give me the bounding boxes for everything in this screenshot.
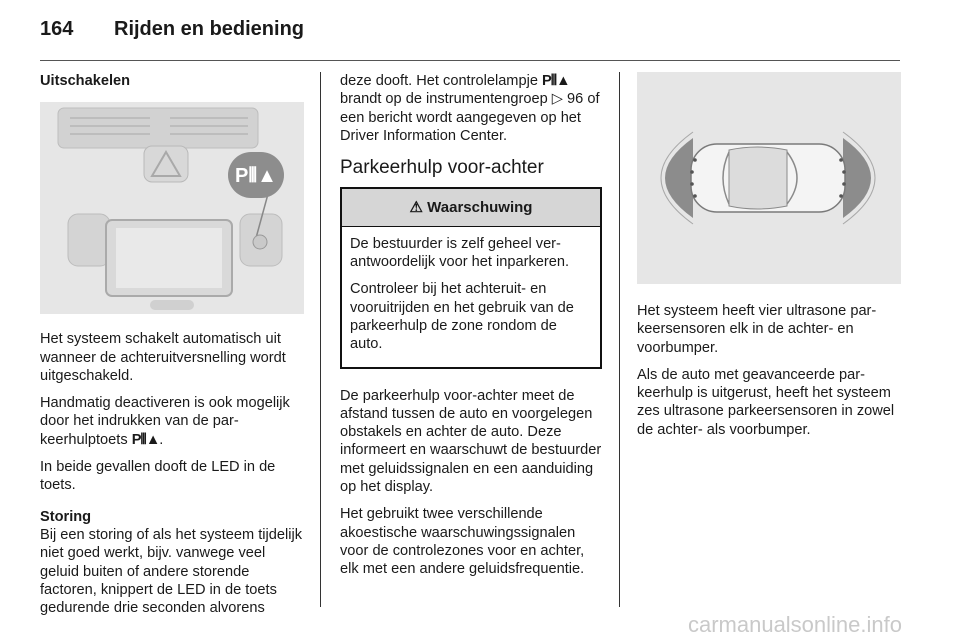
paragraph: Het systeem heeft vier ultrasone parkeersensoren elk in de achter- en voorbumper. [637,303,877,356]
column-3 [637,72,907,448]
paragraph: Het systeem schakelt automatisch uit wanneer de achteruitversnelling wordt uitgeschakeld. [40,331,286,384]
paragraph-text: deze dooft. Het controlelampje [340,73,542,89]
page-header [40,18,304,41]
parking-button-symbol: P⦀▲ [235,165,277,188]
warning-lamp-symbol: P⦀▲ [542,73,570,89]
warning-triangle-icon: ⚠ [409,199,423,217]
column-1 [40,72,308,617]
section-title: Parkeerhulp voor-achter [340,157,544,179]
parking-assist-symbol: P⦀▲ [131,431,160,448]
page-number: 164 [40,18,74,40]
paragraph [340,72,602,145]
heading-storing: Storing [40,508,92,525]
warning-paragraph: De bestuurder is zelf geheel verantwoordelijk voor het inparkeren. [350,235,570,271]
warning-title: Waarschuwing [427,199,533,217]
paragraph: Het gebruikt twee verschillende akoestische waarschuwingssignalen voor de controlezones voor en achter, elk met een andere geluidsfrequentie. [340,506,585,578]
column-divider [619,72,620,607]
reference-arrow-icon: ▷ [551,91,563,108]
warning-paragraph: Controleer bij het achteruit- en vooruitrijden en het gebruik van de parkeerhulp de zone rondom de auto. [350,281,574,353]
car-sensor-zones-illustration [637,72,901,284]
warning-header [342,189,600,226]
paragraph: In beide gevallen dooft de LED in de toets. [40,459,276,494]
page-title: Rijden en bediening [114,18,305,40]
paragraph-text: brandt op de instrumentengroep [340,91,552,108]
paragraph [40,394,308,449]
paragraph-text: 96 of een bericht wordt aangegeven op het Driver Information Center. [340,91,600,144]
watermark: carmanualsonline.info [687,612,902,637]
paragraph: De parkeerhulp voor-achter meet de afstand tussen de auto en voorgelegen obstakels en achter de auto. Deze informeert en waarschuwt de bestuurder met geluidssignalen en een aanduiding op het display. [340,387,602,496]
warning-body [342,227,600,367]
paragraph: Als de auto met geavanceerde parkeerhulp is uitgerust, heeft het systeem zes ultrasone parkeersensoren in zowel de achter- als voorbumper. [637,366,895,438]
column-divider [320,72,321,607]
paragraph-text: . [159,431,164,448]
warning-box [340,187,602,368]
paragraph-text: Handmatig deactiveren is ook mogelijk door het indrukken van de parkeerhulptoets [40,395,290,448]
column-2 [340,72,602,588]
heading-uitschakelen: Uitschakelen [40,73,131,89]
dashboard-illustration [40,102,304,314]
header-rule [40,60,900,61]
paragraph: Bij een storing of als het systeem tijdelijk niet goed werkt, bijv. vanwege veel geluid buiten of andere storende factoren, knippert de LED in de toets gedurende drie seconden alvorens [40,526,302,617]
